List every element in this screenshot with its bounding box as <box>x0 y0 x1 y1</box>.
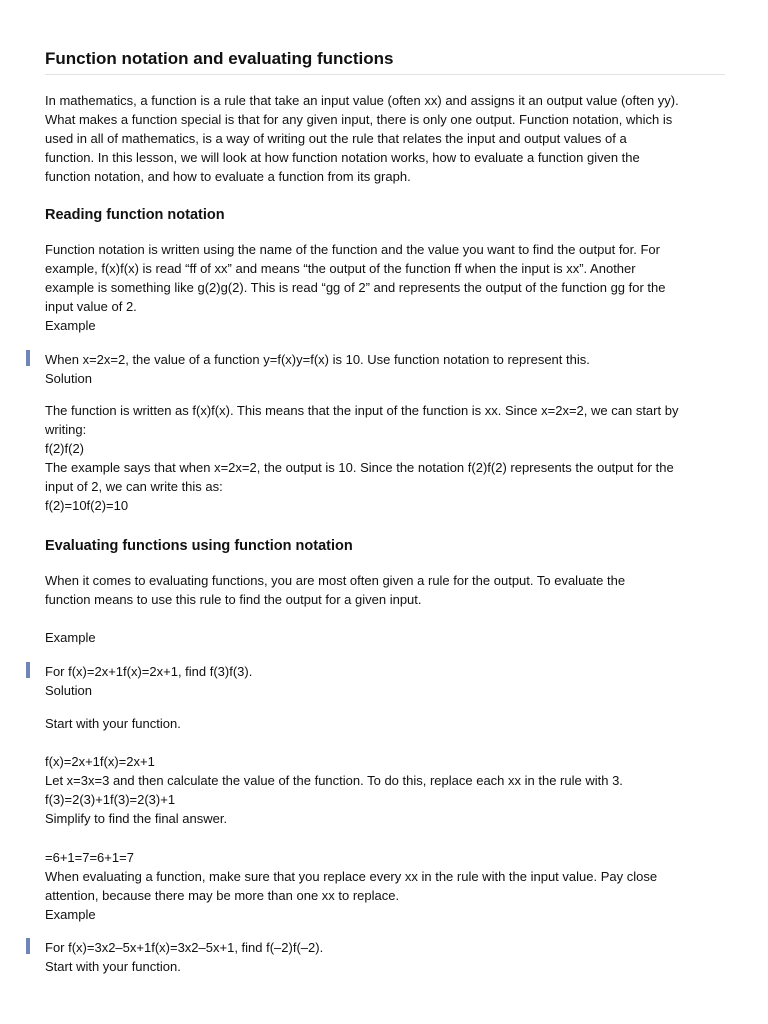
text-line: When it comes to evaluating functions, you are most often given a rule for the output. To evaluate the <box>45 573 626 588</box>
text-line: The function is written as f(x)f(x). This means that the input of the function is xx. Since x=2x=2, we can start by <box>45 403 679 418</box>
section2-example2 <box>45 938 730 976</box>
text-line: example is something like g(2)g(2). This is read “gg of 2” and represents the output of the function gg for the <box>45 280 666 295</box>
text-line: What makes a function special is that for any given input, there is only one output. Function notation, which is <box>45 112 673 127</box>
section2-paragraph <box>45 571 730 609</box>
math-line: f(3)=2(3)+1f(3)=2(3)+1 <box>45 792 176 807</box>
text-line: function means to use this rule to find the output for a given input. <box>45 592 422 607</box>
section1-example <box>45 350 730 388</box>
page-title: Function notation and evaluating functions <box>45 48 725 75</box>
text-line: When evaluating a function, make sure that you replace every xx in the rule with the input value. Pay close <box>45 869 658 884</box>
section1-paragraph <box>45 240 730 335</box>
math-line: =6+1=7=6+1=7 <box>45 850 134 865</box>
example-marker <box>26 938 30 954</box>
section1-solution <box>45 401 730 515</box>
text-line: Start with your function. <box>45 959 181 974</box>
text-line: used in all of mathematics, is a way of writing out the rule that relates the input and output values of a <box>45 131 627 146</box>
math-line: f(2)f(2) <box>45 441 84 456</box>
math-line: f(2)=10f(2)=10 <box>45 498 129 513</box>
text-line: function. In this lesson, we will look at how function notation works, how to evaluate a function given the <box>45 150 640 165</box>
text-line: writing: <box>45 422 87 437</box>
example-text: For f(x)=2x+1f(x)=2x+1, find f(3)f(3). <box>45 664 253 679</box>
example-marker <box>26 350 30 366</box>
text-line: example, f(x)f(x) is read “ff of xx” and means “the output of the function ff when the input is xx”. Another <box>45 261 636 276</box>
math-line: f(x)=2x+1f(x)=2x+1 <box>45 754 155 769</box>
text-line: Simplify to find the final answer. <box>45 811 228 826</box>
text-line: Function notation is written using the name of the function and the value you want to find the output for. For <box>45 242 660 257</box>
example-label: Example <box>45 630 96 645</box>
section-heading-evaluating: Evaluating functions using function notation <box>45 538 353 554</box>
text-line: input of 2, we can write this as: <box>45 479 223 494</box>
example-marker <box>26 662 30 678</box>
example-label: Example <box>45 907 96 922</box>
text-line: The example says that when x=2x=2, the output is 10. Since the notation f(2)f(2) represents the output for the <box>45 460 674 475</box>
section2-steps <box>45 752 730 828</box>
section-heading-reading: Reading function notation <box>45 207 225 223</box>
section2-result <box>45 848 730 924</box>
text-line: attention, because there may be more than one xx to replace. <box>45 888 400 903</box>
solution-label: Solution <box>45 683 92 698</box>
solution-label: Solution <box>45 371 92 386</box>
example-label: Example <box>45 318 96 333</box>
example-text: When x=2x=2, the value of a function y=f(x)y=f(x) is 10. Use function notation to represent this. <box>45 352 590 367</box>
text-line: input value of 2. <box>45 299 137 314</box>
text-line: Let x=3x=3 and then calculate the value of the function. To do this, replace each xx in the rule with 3. <box>45 773 623 788</box>
example-text: For f(x)=3x2–5x+1f(x)=3x2–5x+1, find f(–2)f(–2). <box>45 940 324 955</box>
intro-paragraph <box>45 91 730 186</box>
start-text: Start with your function. <box>45 716 181 731</box>
text-line: In mathematics, a function is a rule that take an input value (often xx) and assigns it an output value (often yy). <box>45 93 679 108</box>
text-line: function notation, and how to evaluate a function from its graph. <box>45 169 411 184</box>
section2-example <box>45 662 730 700</box>
